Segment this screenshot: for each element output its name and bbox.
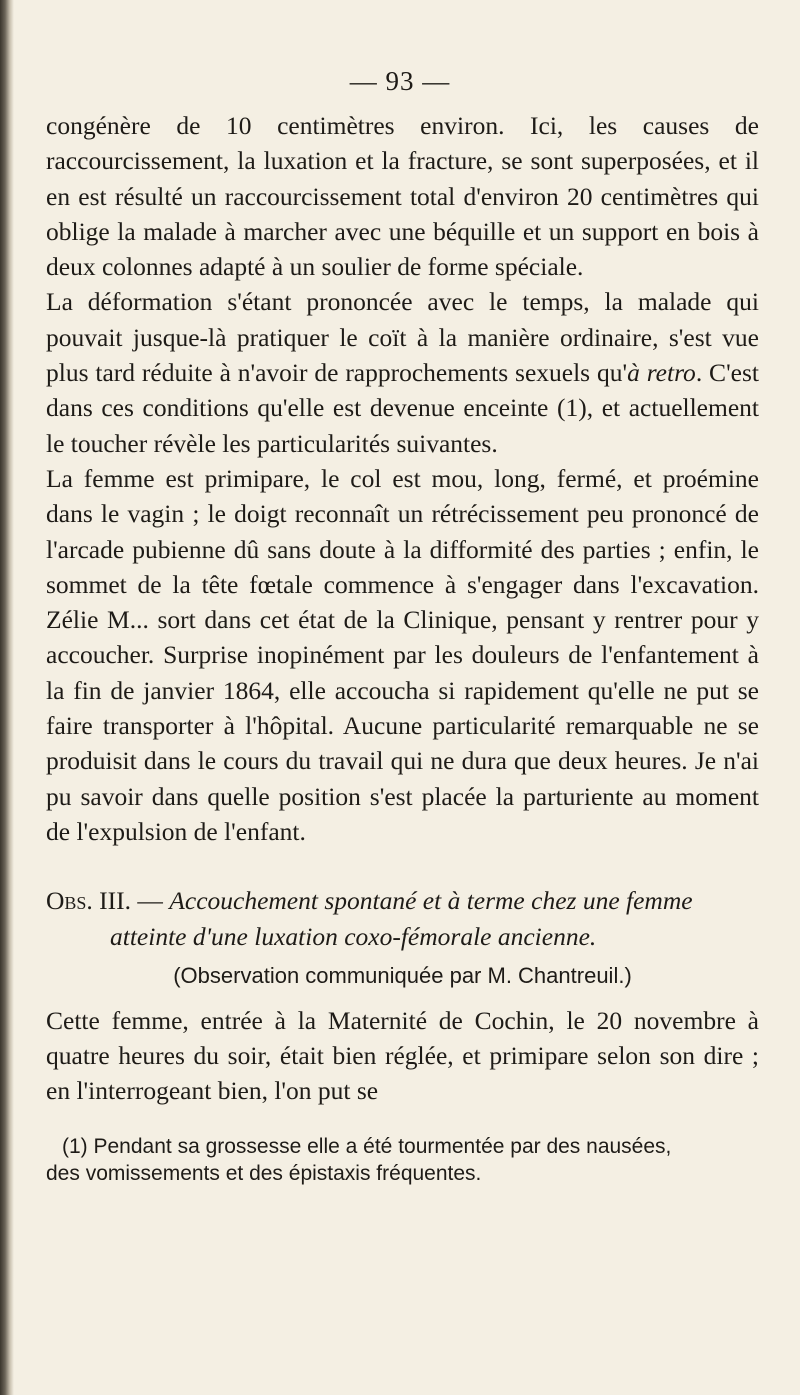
page-body [46,108,759,1187]
paragraph-2 [46,284,759,460]
book-spine-shadow [0,0,14,1395]
observation-heading [46,883,759,954]
observation-label: Obs. III. [46,886,132,916]
observation-credit: (Observation communiquée par M. Chantreuil.) [173,962,632,988]
paragraph-2-end: . C'est dans ces conditions qu'elle est devenue enceinte (1), et actuellement le toucher révèle les particularités suivantes. [46,358,759,458]
paragraph-3: La femme est primipare, le col est mou, long, fermé, et proémine dans le vagin ; le doigt reconnaît un rétrécissement peu prononcé de l'arcade pubienne dû sans doute à la difformité des parties ; enfin, le sommet de la tête fœtale commence à s'engager dans l'excavation. Zélie M... sort dans cet état de la Clinique, pensant y rentrer pour y accoucher. Surprise inopinément par les douleurs de l'enfantement à la fin de janvier 1864, elle accoucha si rapidement qu'elle ne put se faire transporter à l'hôpital. Aucune particularité remarquable ne se produisit dans le cours du travail qui ne dura que deux heures. Je n'ai pu savoir dans quelle position s'est placée la parturiente au moment de l'expulsion de l'enfant. [46,463,759,846]
footnote-line-1: (1) Pendant sa grossesse elle a été tourmentée par des nausées, [62,1134,672,1158]
observation-title-line-2: atteinte d'une luxation coxo-fémorale ancienne. [110,921,597,951]
paragraph-4: Cette femme, entrée à la Maternité de Cochin, le 20 novembre à quatre heures du soir, était bien réglée, et primipare selon son dire ; en l'interrogeant bien, l'on put se [46,1005,759,1106]
observation-dash: — [131,886,170,916]
paragraph-2-start: La déformation s'étant prononcée avec le temps, la malade qui pouvait jusque-là pratiquer le coït à la manière ordinaire, s'est vue plus tard réduite à n'avoir de rapprochements sexuels qu' [46,287,759,388]
page-number: — 93 — [349,66,451,96]
observation-title-line-1: Accouchement spontané et à terme chez une femme [169,886,693,916]
paragraph-1: congénère de 10 centimètres environ. Ici, les causes de raccourcissement, la luxation et la fracture, se sont superposées, et il en est résulté un raccourcissement total d'environ 20 centimètres qui oblige la malade à marcher avec une béquille et un support en bois à deux colonnes adapté à un soulier de forme spéciale. [46,111,759,282]
footnote-line-2: des vomissements et des épistaxis fréquentes. [46,1161,482,1185]
footnote [46,1133,759,1187]
paragraph-2-italic: à retro [627,358,696,388]
